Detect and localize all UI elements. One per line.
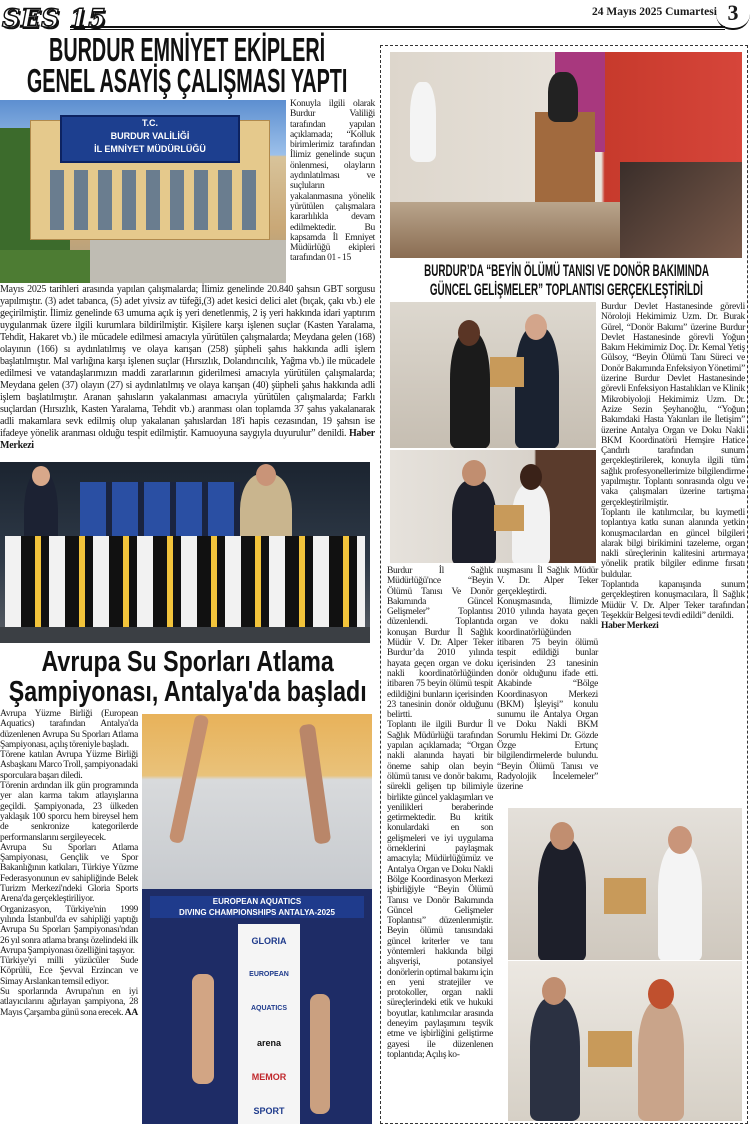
paragraph: Toplantı ile ilgili Burdur İl Sağlık Müdürlüğü tarafından yapılan açıklamada; “Organ nakli alanında hayati bir öneme sahip olan beyin ölümü tanısı ve donör bakımı, sürekli gelişen tıp bilimiyle birlikte güncel yaklaşımları ve yenilikleri beraberinde getirmektedir. Bu kritik konulardaki en son gelişmeleri ve iyi uygulama örneklerini paylaşmak amacıyla; Müdürlüğümüz ve Antalya Organ ve Doku Nakli Bölge Koordinasyon Merkezi işbirliğiyle “Beyin Ölümü Tanısı ve Donör Bakımında Güncel Gelişmeler Toplantısı” düzenlenmiştir. Beyin ölümü tanısındaki güncel kriterler ve tanı yöntemleri hakkında bilgi alışverişi, potansiyel donörlerin optimal bakımı için en yeni stratejiler ve protokoller, organ nakli süreçlerindeki etik ve hukuki boyutlar, katılımcılar arasında deneyim paylaşımını teşvik etme ve işbirliğini geliştirme gayesi ile düzenlenen toplantıda; Açılış ko- bbox=[387, 720, 493, 1060]
headline-health bbox=[385, 261, 748, 299]
headline-line-2: GÜNCEL GELİŞMELER” TOPLANTISI GERÇEKLEŞTİRİLDİ bbox=[430, 280, 703, 299]
sign-line: İL EMNİYET MÜDÜRLÜĞÜ bbox=[94, 144, 206, 154]
headline-line-1: BURDUR’DA “BEYİN ÖLÜMÜ TANISI VE DONÖR BAKIMINDA bbox=[424, 261, 709, 280]
sign-line: T.C. bbox=[141, 118, 158, 128]
banner-line: DIVING CHAMPIONSHIPS ANTALYA-2025 bbox=[179, 908, 335, 917]
headline-police bbox=[0, 31, 375, 99]
header-rule bbox=[70, 26, 725, 30]
headline-line-1: BURDUR EMNİYET EKİPLERİ bbox=[49, 31, 326, 68]
byline: Haber Merkezi bbox=[601, 621, 659, 632]
paragraph: Su sporlarında Avrupa'nın en iyi atlayıcılarını ağırlayan şampiyona, 28 Mayıs Çarşamba günü sona erecek. bbox=[0, 987, 138, 1018]
diving-body-text bbox=[0, 709, 138, 1018]
sponsor-logo: arena bbox=[256, 1038, 282, 1048]
byline: AA bbox=[124, 1007, 138, 1018]
police-building-photo bbox=[0, 100, 286, 283]
certificate-photo-3 bbox=[508, 808, 742, 960]
diving-photo bbox=[142, 714, 372, 1124]
paragraph: Organizasyon, Türkiye'nin 1999 yılında İstanbul'da ev sahipliği yaptığı Avrupa Su Sporları Şampiyonası'ndan 26 yıl sonra atlama branşı özelindeki ilk Avrupa Şampiyonası özelliğini taşıyor. bbox=[0, 904, 138, 956]
body-text: Mayıs 2025 tarihleri arasında yapılan çalışmalarda; İlimiz genelinde 20.840 şahsın GBT sorgusu yapılmıştır. (3) adet tabanca, (5) adet yivsiz av tüfeği,(3) adet kesici delici alet (bıçak, çakı vb.) ele geçirilmiştir. İlimiz genelinde 63 umuma açık iş yeri denetlenmiş, 2 iş yeri hakkında idari yaptırım uygulanmak üzere ilgili kurumlara bildirilmiştir. Kişilere karşı işlenen suçlar (Kasten Yaralama, Tehdit, Hakaret vb.) ile mücadele edilmesi amacıyla yürütülen çalışmalarda; Meydana gelen (168) olayının (166) sı aydınlatılmış ve olaya karışan (258) şüpheli şahıs hakkında adli işlem başlatılmıştır. Mal varlığına karşı işlenen suçlar (Hırsızlık, Dolandırıcılık, Yağma vb.) ile mücadele edilmesi ve vatandaşlarımızın maddi zararlarının giderilmesi amacıyla yürütülen çalışmalarda; Meydana gelen (37) olayın (27) si aydınlatılmış ve olaya karışan (40) şüpheli şahıs hakkında adli işlem başlatılmıştır. Aranan şahısların yakalanması amacıyla yürütülen çalışmalarda; Farklı suçlardan (Hırsızlık, Kasten Yaralama, Tehdit vb.) aranması olan toplamda 37 şahıs yakalanarak adli makamlara sevk edilmiş olup yakalanan şahıslardan 18'i hapis cezasından, 19 şahsın ise ifadeye yönelik aranması olduğu tespit edilmiştir. Kamuoyuna saygıyla duyurulur” denildi. bbox=[0, 284, 375, 439]
headline-diving bbox=[0, 647, 375, 707]
certificate-photo-2 bbox=[390, 450, 596, 563]
health-column-2: nuşmasını İl Sağlık Müdür V. Dr. Alper Teker gerçekleştirdi. Konuşmasında, İlimizde 2010 yılında hayata geçen organ ve doku nakli koordinatörlüğünden itibaren 75 beyin ölümü tespit edildiği bunlar içerisinden 23 tanesinin donör olduğunu ifade etti. Akabinde “Bölge Koordinasyon Merkezi (BKM) İşleyişi” konulu sunumu ile Antalya Organ ve Doku Nakli BKM Sorumlu Hekimi Dr. Gözde Özge Ertunç bilgilendirmelerde bulundu. “Beyin Ölümü Tanısı ve Radyolojik İncelemeler” üzerine bbox=[497, 566, 598, 793]
paragraph: Toplantı ile katılımcılar, bu kıymetli toplantıya katkı sunan alanında yetkin konuşmacılardan en güncel bilgileri alarak bilgi birikimini tazeleme, organ nakli süreçlerinin kalitesini artırmaya yönelik pratik bilgiler edinme fırsatı buldular. bbox=[601, 507, 745, 580]
sponsor-logo: SPORT bbox=[253, 1106, 285, 1116]
paragraph: Törene katılan Avrupa Yüzme Birliği Asbaşkanı Marco Troll, şampiyonadaki sporculara başarı diledi. bbox=[0, 750, 138, 781]
certificate-photo-1 bbox=[390, 302, 596, 448]
certificate-photo-4 bbox=[508, 961, 742, 1121]
headline-line-2: Şampiyonası, Antalya'da başladı bbox=[8, 676, 367, 708]
paragraph: Toplantıda kapanışında sunum gerçekleştiren konuşmacılara, İl Sağlık Müdür V. Dr. Alper Teker tarafından Teşekkür Belgesi tevdi edildi” denildi. bbox=[601, 580, 745, 621]
health-column-1 bbox=[387, 566, 493, 1060]
police-side-text: Konuyla ilgili olarak Burdur Valiliği tarafından yapılan açıklamada; “Kolluk birimlerimiz tarafından İlimiz genelinde suçun önlenmesi, olayların aydınlatılması ve suçluların yakalanmasına yönelik yürütülen çalışmalara kararlılıkla devam edilmektedir. Bu kapsamda İl Emniyet Müdürlüğü ekipleri tarafından 01 - 15 bbox=[290, 99, 375, 264]
headline-line-1: Avrupa Su Sporları Atlama bbox=[41, 646, 334, 678]
meeting-stage-photo bbox=[390, 52, 742, 258]
banner-line: EUROPEAN AQUATICS bbox=[212, 897, 302, 906]
sign-line: BURDUR VALİLİĞİ bbox=[110, 131, 190, 141]
paragraph: Türkiye'yi milli yüzücüler Sude Köprülü, Ece Şevval Erzincan ve Simay Arslankan temsil ediyor. bbox=[0, 956, 138, 987]
sponsor-logo: EUROPEAN AQUATICS bbox=[249, 971, 289, 1012]
paragraph: Avrupa Yüzme Birliği (European Aquatics) tarafından Antalya'da düzenlenen Avrupa Su Sporları Atlama Şampiyonası, açılış töreniyle başladı. bbox=[0, 709, 138, 750]
byline: Haber Merkezi bbox=[0, 428, 375, 451]
newspaper-logo: SES 15 bbox=[2, 4, 107, 33]
health-column-3 bbox=[601, 302, 745, 632]
building-sign bbox=[60, 115, 240, 163]
paragraph: Avrupa Su Sporları Atlama Şampiyonası, Gençlik ve Spor Bakanlığının katkıları, Türkiye Yüzme Federasyonunun ev sahipliğinde Belek Turizm Merkezi'ndeki Gloria Sports Arena'da gerçekleştiriliyor. bbox=[0, 842, 138, 905]
police-body-text bbox=[0, 284, 375, 452]
sponsor-logo: MEMOR bbox=[251, 1072, 287, 1082]
issue-date: 24 Mayıs 2025 Cumartesi bbox=[592, 6, 717, 18]
sponsor-logo: GLORIA bbox=[251, 936, 287, 946]
championship-banner bbox=[150, 896, 364, 918]
page-number: 3 bbox=[716, 0, 750, 30]
diving-team-photo bbox=[0, 462, 370, 643]
paragraph: Burdur Devlet Hastanesinde görevli Nöroloji Hekimimiz Uzm. Dr. Burak Gürel, “Donör Bakımı” üzerine Burdur Devlet Hastanesinde görevli Yoğun Bakım Hekimimiz Doç. Dr. Kemal Yetiş Gülsoy, “Beyin Ölümü Tanı Süreci ve Donör Bakımında Enfeksiyon Yönetimi” üzerine Burdur Devlet Hastanesinde görevli Enfeksiyon Hastalıkları ve Klinik Mikrobiyoloji Hekimimiz Uzm. Dr. Azize Sezin Şeyhanoğlu, “Yoğun Bakımdaki Hasta Yakınları ile İletişim” üzerine Antalya Organ ve Doku Nakli BKM Koordinatörü Hemşire Hatice Çandırlı tarafından sunum gerçekleştirilerek, konuyla ilgili tüm sağlık profesyonellerimize bilgilendirme yapılmıştır. Toplantı sonrasında olgu ve vaka çalışmaları üzerine tartışma gerçekleştirilmiştir. bbox=[601, 302, 745, 508]
sponsor-column bbox=[238, 924, 300, 1124]
paragraph: Törenin ardından ilk gün programında yer alan karma takım atlayışlarına geçildi. Şampiyonada, 23 ülkeden yaklaşık 100 sporcu hem bireysel hem de senkronize kategorilerde performanslarını sergileyecek. bbox=[0, 781, 138, 843]
paragraph: Burdur İl Sağlık Müdürlüğü'nce “Beyin Ölümü Tanısı Ve Donör Bakımında Güncel Gelişmeler” Toplantısı düzenlendi. Toplantıda konuşan Burdur İl Sağlık Müdür V. Dr. Alper Teker Burdur’da 2010 yılında hayata geçen organ ve doku nakli koordinatörlüğünden itibaren 75 beyin ölümü tespit edildiğini bunların içerisinden 23 tanesinin donör olduğunu belirtti. bbox=[387, 566, 493, 721]
headline-line-2: GENEL ASAYİŞ ÇALIŞMASI YAPTI bbox=[27, 62, 348, 99]
